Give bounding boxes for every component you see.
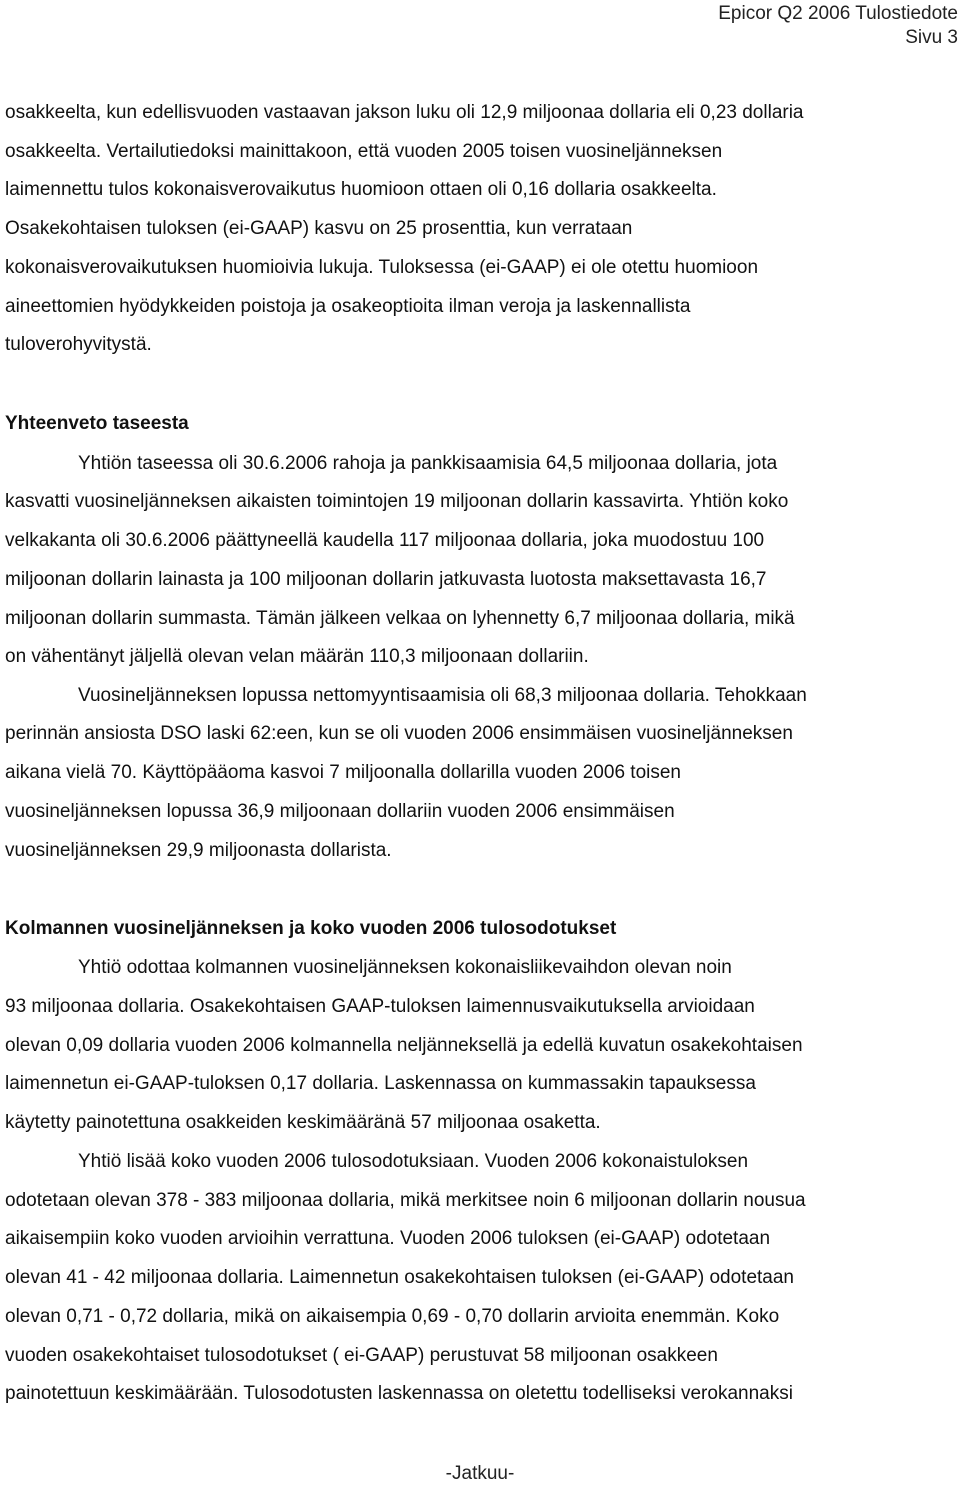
paragraph-line: kasvatti vuosineljänneksen aikaisten toimintojen 19 miljoonan dollarin kassavirta. Yhtiön koko [5, 491, 789, 512]
paragraph-line: Yhtiö odottaa kolmannen vuosineljänneksen kokonaisliikevaihdon olevan noin [78, 957, 732, 978]
page-header [718, 2, 958, 50]
paragraph-line: käytetty painotettuna osakkeiden keskimääränä 57 miljoonaa osaketta. [5, 1112, 601, 1133]
paragraph-line: odotetaan olevan 378 - 383 miljoonaa dollaria, mikä merkitsee noin 6 miljoonan dollarin nousua [5, 1190, 806, 1211]
paragraph-line: painotettuun keskimäärään. Tulosodotusten laskennassa on oletettu todelliseksi verokannaksi [5, 1383, 793, 1404]
paragraph-line: olevan 41 - 42 miljoonaa dollaria. Laimennetun osakekohtaisen tuloksen (ei-GAAP) odotetaan [5, 1267, 794, 1288]
paragraph-line: Yhtiö lisää koko vuoden 2006 tulosodotuksiaan. Vuoden 2006 kokonaistuloksen [78, 1151, 749, 1172]
paragraph-line: olevan 0,71 - 0,72 dollaria, mikä on aikaisempia 0,69 - 0,70 dollarin arvioita enemmän. Koko [5, 1306, 780, 1327]
paragraph-line: kokonaisverovaikutuksen huomioivia lukuja. Tuloksessa (ei-GAAP) ei ole otettu huomioon [5, 257, 759, 278]
paragraph-line: Osakekohtaisen tuloksen (ei-GAAP) kasvu on 25 prosenttia, kun verrataan [5, 218, 633, 239]
paragraph-line: miljoonan dollarin lainasta ja 100 miljoonan dollarin jatkuvasta luotosta maksettavasta 16,7 [5, 569, 767, 590]
paragraph-line: on vähentänyt jäljellä olevan velan määrän 110,3 miljoonaan dollariin. [5, 646, 589, 667]
paragraph-line: miljoonan dollarin summasta. Tämän jälkeen velkaa on lyhennetty 6,7 miljoonaa dollaria, mikä [5, 608, 795, 629]
paragraph-line: perinnän ansiosta DSO laski 62:een, kun se oli vuoden 2006 ensimmäisen vuosineljänneksen [5, 723, 793, 744]
paragraph-line: vuosineljänneksen 29,9 miljoonasta dollarista. [5, 840, 392, 861]
paragraph-line: laimennetun ei-GAAP-tuloksen 0,17 dollaria. Laskennassa on kummassakin tapauksessa [5, 1073, 756, 1094]
paragraph-line: aikana vielä 70. Käyttöpääoma kasvoi 7 miljoonalla dollarilla vuoden 2006 toisen [5, 762, 681, 783]
paragraph-line: aikaisempiin koko vuoden arvioihin verrattuna. Vuoden 2006 tuloksen (ei-GAAP) odotetaan [5, 1228, 771, 1249]
paragraph-line: vuoden osakekohtaiset tulosodotukset ( ei-GAAP) perustuvat 58 miljoonan osakkeen [5, 1345, 718, 1366]
paragraph-line: osakkeelta, kun edellisvuoden vastaavan jakson luku oli 12,9 miljoonaa dollaria eli 0,23 dollaria [5, 102, 804, 123]
document-title: Epicor Q2 2006 Tulostiedote [718, 3, 958, 24]
paragraph-line: 93 miljoonaa dollaria. Osakekohtaisen GAAP-tuloksen laimennusvaikutuksella arvioidaan [5, 996, 755, 1017]
paragraph-line: laimennettu tulos kokonaisverovaikutus huomioon ottaen oli 0,16 dollaria osakkeelta. [5, 179, 717, 200]
paragraph-line: aineettomien hyödykkeiden poistoja ja osakeoptioita ilman veroja ja laskennallista [5, 296, 691, 317]
paragraph-line: velkakanta oli 30.6.2006 päättyneellä kaudella 117 miljoonaa dollaria, joka muodostuu 100 [5, 530, 765, 551]
continued-footer: -Jatkuu- [445, 1463, 515, 1484]
paragraph-line: olevan 0,09 dollaria vuoden 2006 kolmannella neljänneksellä ja edellä kuvatun osakekohtaisen [5, 1035, 803, 1056]
section-heading-outlook: Kolmannen vuosineljänneksen ja koko vuoden 2006 tulosodotukset [5, 918, 617, 939]
paragraph-line: Vuosineljänneksen lopussa nettomyyntisaamisia oli 68,3 miljoonaa dollaria. Tehokkaan [78, 685, 807, 706]
paragraph-line: osakkeelta. Vertailutiedoksi mainittakoon, että vuoden 2005 toisen vuosineljänneksen [5, 141, 723, 162]
page-number: Sivu 3 [905, 27, 958, 48]
paragraph-line: tuloverohyvitystä. [5, 334, 152, 355]
paragraph-line: vuosineljänneksen lopussa 36,9 miljoonaan dollariin vuoden 2006 ensimmäisen [5, 801, 675, 822]
section-heading-balance-sheet: Yhteenveto taseesta [5, 413, 189, 434]
paragraph-line: Yhtiön taseessa oli 30.6.2006 rahoja ja pankkisaamisia 64,5 miljoonaa dollaria, jota [78, 453, 778, 474]
